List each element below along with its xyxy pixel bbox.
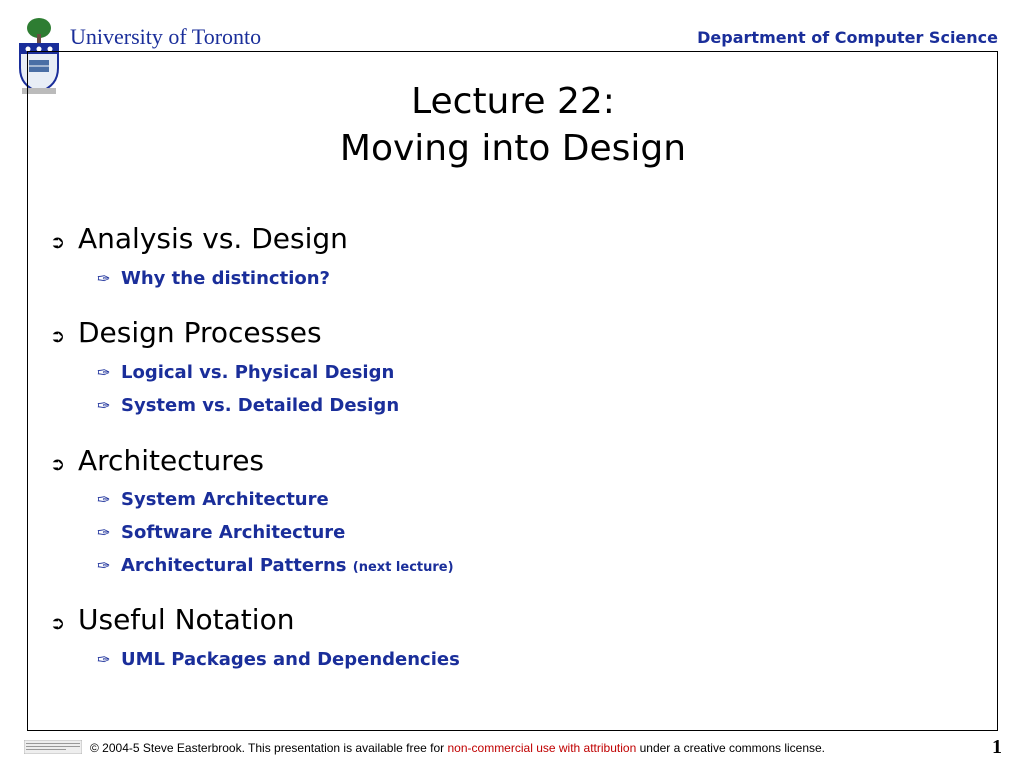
bullet-architectures: ➲ Architectures bbox=[50, 444, 265, 477]
sub-bullet-architectural-patterns: ✑ Architectural Patterns (next lecture) bbox=[97, 555, 454, 576]
title-line-2: Moving into Design bbox=[339, 128, 687, 169]
pen-bullet-icon: ✑ bbox=[97, 490, 111, 509]
page-number: 1 bbox=[992, 736, 1002, 758]
university-name: University of Toronto bbox=[70, 24, 262, 49]
arrow-bullet-icon: ➲ bbox=[50, 326, 66, 347]
pen-bullet-icon: ✑ bbox=[97, 396, 111, 415]
pen-bullet-icon: ✑ bbox=[97, 650, 111, 669]
arrow-bullet-icon: ➲ bbox=[50, 232, 66, 253]
bullet-analysis-vs-design: ➲ Analysis vs. Design bbox=[50, 222, 348, 255]
title-line-1: Lecture 22: bbox=[411, 81, 615, 122]
footer-copyright: © 2004-5 Steve Easterbrook. This presentation is available free for non-commercial use with attribution under a creative commons license. bbox=[90, 741, 826, 755]
sub-bullet-uml-packages: ✑ UML Packages and Dependencies bbox=[97, 649, 460, 670]
pen-bullet-icon: ✑ bbox=[97, 556, 111, 575]
pen-bullet-icon: ✑ bbox=[97, 523, 111, 542]
bullet-design-processes: ➲ Design Processes bbox=[50, 316, 322, 349]
pen-bullet-icon: ✑ bbox=[97, 269, 111, 288]
arrow-bullet-icon: ➲ bbox=[50, 613, 66, 634]
arrow-bullet-icon: ➲ bbox=[50, 454, 66, 475]
department-name: Department of Computer Science bbox=[697, 28, 998, 47]
sub-bullet-logical-physical: ✑ Logical vs. Physical Design bbox=[97, 362, 395, 383]
slide-title bbox=[30, 78, 996, 172]
sub-bullet-system-detailed: ✑ System vs. Detailed Design bbox=[97, 395, 400, 416]
pen-bullet-icon: ✑ bbox=[97, 363, 111, 382]
bullet-useful-notation: ➲ Useful Notation bbox=[50, 603, 295, 636]
sub-bullet-software-architecture: ✑ Software Architecture bbox=[97, 522, 346, 543]
license-link[interactable]: non-commercial use with attribution bbox=[447, 741, 637, 755]
creative-commons-badge-icon bbox=[24, 740, 82, 754]
next-lecture-note: (next lecture) bbox=[352, 560, 454, 575]
sub-bullet-why-distinction: ✑ Why the distinction? bbox=[97, 268, 330, 289]
sub-bullet-system-architecture: ✑ System Architecture bbox=[97, 489, 329, 510]
